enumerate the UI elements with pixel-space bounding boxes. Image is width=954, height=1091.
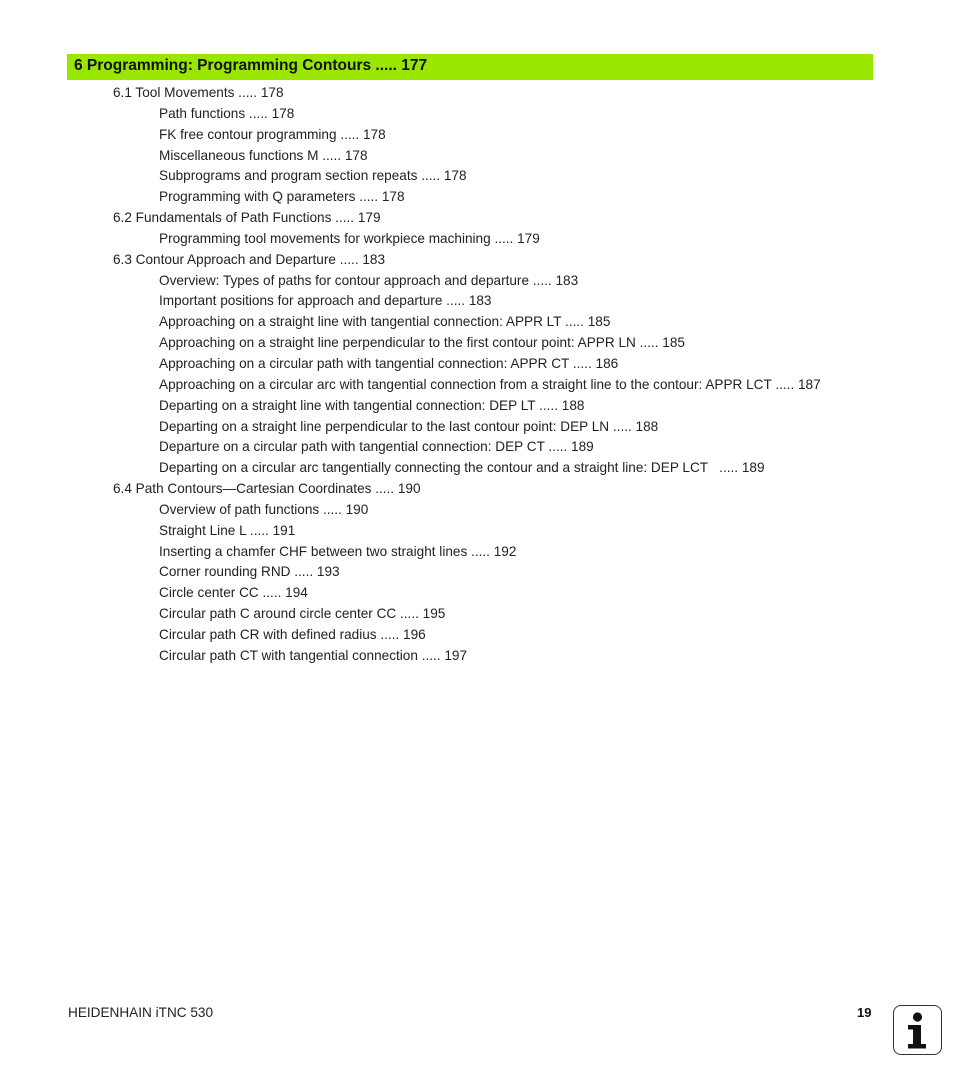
info-icon bbox=[893, 1005, 942, 1055]
toc-subsection-entry[interactable]: Subprograms and program section repeats ..... 178 bbox=[159, 168, 467, 184]
toc-subsection-entry[interactable]: Overview of path functions ..... 190 bbox=[159, 501, 369, 517]
toc-subsection-entry[interactable]: Approaching on a circular arc with tangential connection from a straight line to the contour: APPR LCT ..... 187 bbox=[159, 376, 821, 392]
toc-section-entry[interactable]: 6.4 Path Contours—Cartesian Coordinates ..... 190 bbox=[113, 481, 421, 497]
toc-section-entry[interactable]: 6.3 Contour Approach and Departure ..... 183 bbox=[113, 251, 386, 267]
toc-section-entry[interactable]: 6.2 Fundamentals of Path Functions ..... 179 bbox=[113, 210, 381, 226]
toc-subsection-entry[interactable]: Circular path CR with defined radius ..... 196 bbox=[159, 626, 426, 642]
toc-subsection-entry[interactable]: Overview: Types of paths for contour approach and departure ..... 183 bbox=[159, 272, 579, 288]
toc-subsection-entry[interactable]: Approaching on a circular path with tangential connection: APPR CT ..... 186 bbox=[159, 355, 619, 371]
toc-subsection-entry[interactable]: Straight Line L ..... 191 bbox=[159, 522, 296, 538]
toc-subsection-entry[interactable]: Departing on a straight line perpendicular to the last contour point: DEP LN ..... 188 bbox=[159, 418, 659, 434]
info-glyph bbox=[894, 1006, 940, 1053]
table-of-contents bbox=[0, 83, 954, 667]
toc-subsection-entry[interactable]: Inserting a chamfer CHF between two straight lines ..... 192 bbox=[159, 543, 517, 559]
toc-subsection-entry[interactable]: Departing on a straight line with tangential connection: DEP LT ..... 188 bbox=[159, 397, 585, 413]
toc-subsection-entry[interactable]: Corner rounding RND ..... 193 bbox=[159, 564, 340, 580]
toc-subsection-entry[interactable]: Miscellaneous functions M ..... 178 bbox=[159, 147, 368, 163]
toc-subsection-entry[interactable]: Programming tool movements for workpiece machining ..... 179 bbox=[159, 230, 540, 246]
toc-subsection-entry[interactable]: Departure on a circular path with tangential connection: DEP CT ..... 189 bbox=[159, 439, 594, 455]
toc-subsection-entry[interactable]: Circle center CC ..... 194 bbox=[159, 585, 308, 601]
page-number: 19 bbox=[857, 1005, 872, 1020]
toc-subsection-entry[interactable]: Circular path CT with tangential connection ..... 197 bbox=[159, 647, 468, 663]
footer-product-name: HEIDENHAIN iTNC 530 bbox=[68, 1005, 214, 1020]
toc-subsection-entry[interactable]: Departing on a circular arc tangentially connecting the contour and a straight line: DEP LCT ..... 189 bbox=[159, 460, 765, 476]
toc-section-entry[interactable]: 6.1 Tool Movements ..... 178 bbox=[113, 85, 284, 100]
toc-subsection-entry[interactable]: FK free contour programming ..... 178 bbox=[159, 126, 386, 142]
chapter-title[interactable]: 6 Programming: Programming Contours ..... 177 bbox=[74, 57, 428, 74]
chapter-heading-bar bbox=[67, 54, 873, 80]
toc-subsection-entry[interactable]: Circular path C around circle center CC ..... 195 bbox=[159, 606, 446, 622]
toc-subsection-entry[interactable]: Programming with Q parameters ..... 178 bbox=[159, 189, 405, 205]
toc-subsection-entry[interactable]: Approaching on a straight line with tangential connection: APPR LT ..... 185 bbox=[159, 314, 611, 330]
toc-subsection-entry[interactable]: Important positions for approach and departure ..... 183 bbox=[159, 293, 492, 309]
toc-subsection-entry[interactable]: Path functions ..... 178 bbox=[159, 105, 295, 121]
toc-subsection-entry[interactable]: Approaching on a straight line perpendicular to the first contour point: APPR LN ..... 185 bbox=[159, 335, 685, 351]
